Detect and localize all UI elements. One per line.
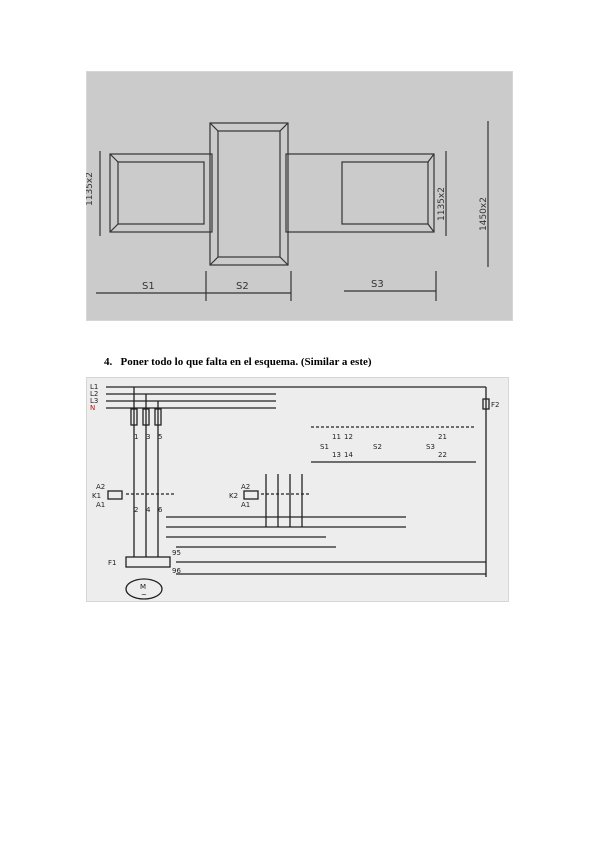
line-l1-label: L1: [90, 383, 99, 391]
terminal-top-5: 5: [158, 433, 163, 441]
dim-s3-label: S3: [371, 279, 384, 290]
s3-label: S3: [426, 443, 435, 451]
k2-a2-label: A2: [241, 483, 251, 491]
line-l3-label: L3: [90, 397, 99, 405]
core-right-window: [286, 154, 434, 232]
line-n-label: N: [90, 404, 96, 412]
transformer-drawing-photo: [86, 71, 513, 321]
motor-symbol: ~: [141, 591, 147, 599]
contact-11: 11: [332, 433, 341, 441]
s1-label: S1: [320, 443, 329, 451]
dim-left-label: 1135x2: [86, 172, 95, 206]
question-heading: [104, 356, 372, 368]
dim-right-outer-label: 1450x2: [479, 197, 489, 231]
k1-a2-label: A2: [96, 483, 106, 491]
terminal-bottom-4: 4: [146, 506, 151, 514]
contact-13: 13: [332, 451, 341, 459]
question-text: Poner todo lo que falta en el esquema. (Similar a este): [120, 356, 372, 368]
aux-21: 21: [438, 433, 447, 441]
line-l2-label: L2: [90, 390, 99, 398]
terminal-top-1: 1: [134, 433, 139, 441]
k1-a1-label: A1: [96, 501, 106, 509]
k1-label: K1: [92, 492, 102, 500]
transformer-drawing: [86, 71, 513, 321]
electrical-schematic: [86, 377, 509, 602]
terminal-bottom-2: 2: [134, 506, 139, 514]
contact-12: 12: [344, 433, 353, 441]
schematic-photo: [86, 377, 509, 602]
terminal-bottom-6: 6: [158, 506, 163, 514]
question-number: 4.: [104, 356, 113, 368]
motor-label: M: [140, 583, 147, 591]
k2-label: K2: [229, 492, 239, 500]
s2-label: S2: [373, 443, 382, 451]
dim-s1-label: S1: [142, 281, 155, 292]
relay-95: 95: [172, 549, 181, 557]
aux-22: 22: [438, 451, 447, 459]
dim-s2-label: S2: [236, 281, 249, 292]
relay-96: 96: [172, 567, 181, 575]
dim-right-inner-label: 1135x2: [437, 187, 447, 221]
f1-label: F1: [108, 559, 117, 567]
k2-a1-label: A1: [241, 501, 251, 509]
core-left-window: [110, 154, 212, 232]
core-center-leg: [210, 123, 288, 265]
contact-14: 14: [344, 451, 353, 459]
terminal-top-3: 3: [146, 433, 151, 441]
fuse-f2-label: F2: [491, 401, 500, 409]
